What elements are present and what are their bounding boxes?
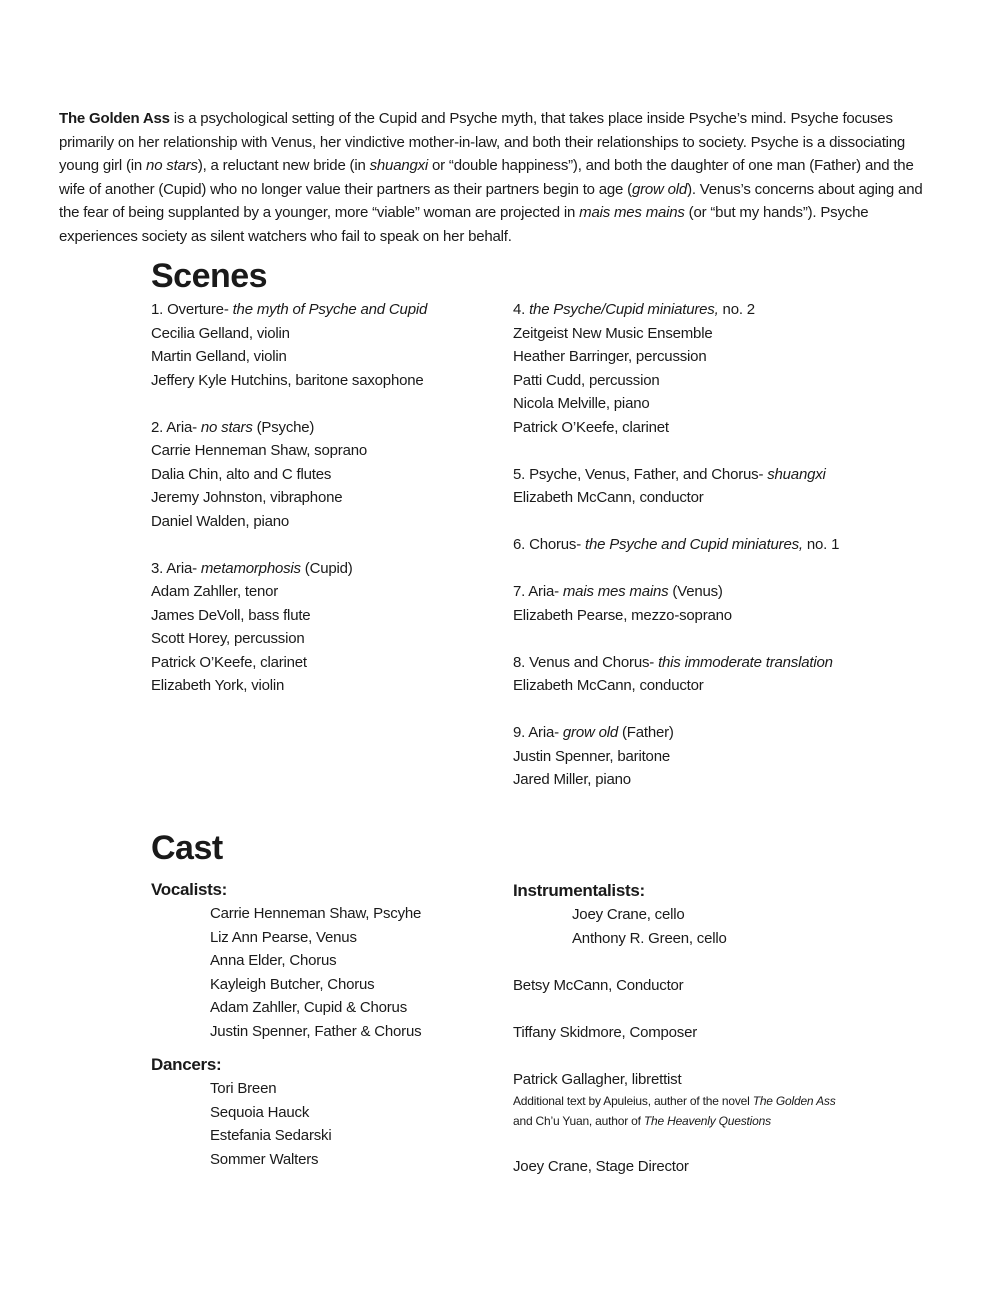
- conductor: Betsy McCann, Conductor: [513, 976, 684, 994]
- performer: Elizabeth McCann, conductor: [513, 489, 704, 506]
- vocalist: Justin Spenner, Father & Chorus: [210, 1022, 422, 1040]
- performer: Adam Zahller, tenor: [151, 583, 279, 600]
- cast-heading: Cast: [151, 829, 223, 867]
- intro-italic: mais mes mains: [579, 204, 685, 222]
- performer: Martin Gelland, violin: [151, 348, 287, 365]
- dancer: Sommer Walters: [210, 1150, 319, 1168]
- scene-title: 5. Psyche, Venus, Father, and Chorus- shuangxi: [513, 465, 826, 483]
- intro-italic: grow old: [631, 180, 688, 198]
- performer: Elizabeth McCann, conductor: [513, 677, 704, 694]
- performer: Cecilia Gelland, violin: [151, 324, 290, 342]
- librettist-note: Additional text by Apuleius, auther of the novel The Golden Ass: [513, 1094, 836, 1108]
- intro-text: ), a reluctant new bride (in: [197, 157, 370, 175]
- performer: Heather Barringer, percussion: [513, 348, 707, 365]
- scenes-right-column: [513, 298, 839, 792]
- cast-left-column: [151, 878, 421, 1171]
- performer: Scott Horey, percussion: [151, 630, 305, 647]
- performer: Patrick O’Keefe, clarinet: [513, 418, 669, 436]
- dancer: Tori Breen: [210, 1080, 277, 1097]
- scene-title: 9. Aria- grow old (Father): [513, 724, 674, 741]
- intro-text: is a psychological setting of the Cupid and Psyche myth, that takes place inside Psyche’s mind. Psyche focuses primarily on her relationship with Venus, her vindictive mother-in-law, and both their relationships to society. Psyche is a dissociating young girl (in: [59, 110, 906, 175]
- performer: Daniel Walden, piano: [151, 512, 290, 530]
- scene-title: 8. Venus and Chorus- this immoderate translation: [513, 653, 833, 671]
- performer: Carrie Henneman Shaw, soprano: [151, 442, 367, 459]
- intro-italic: no stars: [146, 157, 198, 175]
- vocalists-label: Vocalists:: [151, 880, 228, 899]
- performer: Zeitgeist New Music Ensemble: [513, 324, 713, 342]
- scene-title: 1. Overture- the myth of Psyche and Cupid: [151, 301, 428, 318]
- dancers-label: Dancers:: [151, 1055, 222, 1074]
- dancer: Estefania Sedarski: [210, 1127, 332, 1144]
- intro-paragraph: [59, 107, 943, 249]
- intro-italic: shuangxi: [369, 157, 429, 175]
- scene-title: 3. Aria- metamorphosis (Cupid): [151, 559, 353, 577]
- vocalist: Kayleigh Butcher, Chorus: [210, 975, 375, 993]
- scene-title: 6. Chorus- the Psyche and Cupid miniatures, no. 1: [513, 536, 840, 553]
- scene-title: 4. the Psyche/Cupid miniatures, no. 2: [513, 301, 755, 318]
- performer: James DeVoll, bass flute: [151, 606, 311, 624]
- performer: Nicola Melville, piano: [513, 395, 650, 412]
- vocalist: Carrie Henneman Shaw, Pscyhe: [210, 905, 422, 922]
- dancer: Sequoia Hauck: [210, 1103, 310, 1121]
- intro-text: or “double happiness”), and both the daughter of one man (Father) and the wife of another (Cupid) who no longer value their partners as their partners begin to age (: [59, 157, 914, 198]
- composer: Tiffany Skidmore, Composer: [513, 1023, 698, 1041]
- vocalist: Adam Zahller, Cupid & Chorus: [210, 999, 407, 1016]
- performer: Jared Miller, piano: [513, 771, 631, 788]
- performer: Elizabeth York, violin: [151, 677, 285, 694]
- instrumentalist: Anthony R. Green, cello: [572, 929, 727, 947]
- vocalist: Anna Elder, Chorus: [210, 952, 337, 969]
- performer: Jeremy Johnston, vibraphone: [151, 489, 343, 506]
- cast-right-column: [513, 879, 836, 1178]
- intro-text: (or “but my hands”). Psyche experiences society as silent watchers who fail to speak on her behalf.: [59, 204, 869, 245]
- scene-title: 7. Aria- mais mes mains (Venus): [513, 583, 723, 600]
- performer: Jeffery Kyle Hutchins, baritone saxophone: [151, 371, 424, 389]
- vocalist: Liz Ann Pearse, Venus: [210, 928, 357, 946]
- performer: Patrick O’Keefe, clarinet: [151, 653, 307, 671]
- librettist: Patrick Gallagher, librettist: [513, 1070, 682, 1088]
- instrumentalist: Joey Crane, cello: [572, 906, 685, 923]
- performer: Justin Spenner, baritone: [513, 747, 670, 765]
- stage-director: Joey Crane, Stage Director: [513, 1157, 689, 1175]
- librettist-note: and Ch’u Yuan, author of The Heavenly Questions: [513, 1114, 771, 1128]
- performer: Elizabeth Pearse, mezzo-soprano: [513, 606, 732, 624]
- work-title: The Golden Ass: [59, 110, 170, 127]
- performer: Dalia Chin, alto and C flutes: [151, 465, 332, 483]
- intro-text: ). Venus’s concerns about aging and the fear of being supplanted by a younger, more “viable” woman are projected in: [59, 180, 923, 222]
- instrumentalists-label: Instrumentalists:: [513, 881, 645, 900]
- performer: Patti Cudd, percussion: [513, 371, 660, 389]
- scenes-heading: Scenes: [151, 257, 268, 295]
- scenes-left-column: [151, 298, 427, 698]
- scene-title: 2. Aria- no stars (Psyche): [151, 418, 315, 436]
